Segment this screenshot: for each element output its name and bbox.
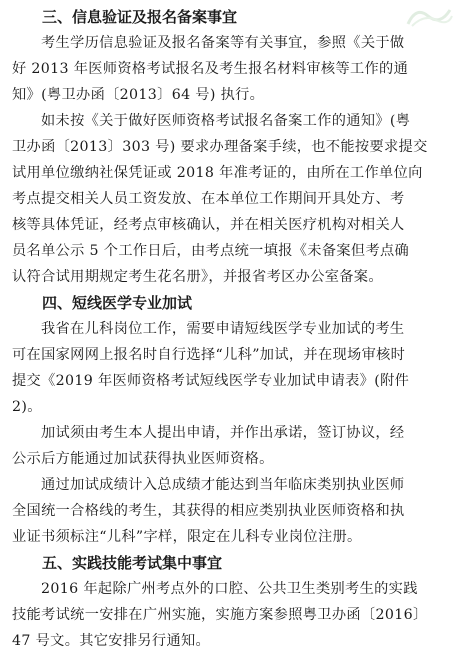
text-line: 加试须由考生本人提出申请，并作出承诺，签订协议，经 xyxy=(41,425,405,441)
text-line: 考生学历信息验证及报名备案等有关事宜，参照《关于做 xyxy=(41,35,405,51)
text-line: 认符合试用期规定考生花名册》，并报省考区办公室备案。 xyxy=(12,269,383,285)
paragraph xyxy=(12,472,456,550)
text-line: 技能考试统一安排在广州实施，实施方案参照粤卫办函〔2016〕 xyxy=(12,607,428,623)
text-line: 业证书须标注“儿科”字样，限定在儿科专业岗位注册。 xyxy=(12,529,362,545)
text-line: 知》(粤卫办函〔2013〕64 号) 执行。 xyxy=(12,87,265,103)
text-line: 如未按《关于做好医师资格考试报名备案工作的通知》(粤 xyxy=(41,113,411,129)
watermark-logo-icon xyxy=(402,2,456,30)
paragraph xyxy=(12,576,456,654)
text-line: 可在国家网网上报名时自行选择“儿科”加试，并在现场审核时 xyxy=(12,347,406,363)
text-line: 提交《2019 年医师资格考试短线医学专业加试申请表》(附件 xyxy=(12,373,410,389)
paragraph xyxy=(12,108,456,290)
text-line: 卫办函〔2013〕303 号) 要求办理备案手续，也不能按要求提交 xyxy=(12,139,428,155)
text-line: 员名单公示 5 个工作日后，由考点统一填报《未备案但考点确 xyxy=(12,243,410,259)
text-line: 试用单位缴纳社保凭证或 2018 年准考证的，由所在工作单位向 xyxy=(12,165,423,181)
text-line: 考点提交相关人员工资发放、在本单位工作期间开具处方、考 xyxy=(12,191,405,207)
text-line: 47 号文。其它安排另行通知。 xyxy=(12,633,211,649)
text-line: 好 2013 年医师资格考试报名及考生报名材料审核等工作的通 xyxy=(12,61,409,77)
text-line: 公示后方能通过加试获得执业医师资格。 xyxy=(12,451,274,467)
paragraph xyxy=(12,316,456,420)
text-line: 通过加试成绩计入总成绩才能达到当年临床类别执业医师 xyxy=(41,477,405,493)
section-heading-4: 四、短线医学专业加试 xyxy=(42,294,193,312)
paragraph xyxy=(12,420,456,472)
text-line: 核等具体凭证，经考点审核确认，并在相关医疗机构对相关人 xyxy=(12,217,405,233)
section-heading-5: 五、实践技能考试集中事宜 xyxy=(42,554,223,572)
text-line: 我省在儿科岗位工作，需要申请短线医学专业加试的考生 xyxy=(41,321,405,337)
text-line: 全国统一合格线的考生，其获得的相应类别执业医师资格和执 xyxy=(12,503,405,519)
text-line: 2016 年起除广州考点外的口腔、公共卫生类别考生的实践 xyxy=(41,581,418,597)
section-heading-3: 三、信息验证及报名备案事宜 xyxy=(42,8,238,26)
paragraph xyxy=(12,30,456,108)
text-line: 2)。 xyxy=(12,399,42,415)
